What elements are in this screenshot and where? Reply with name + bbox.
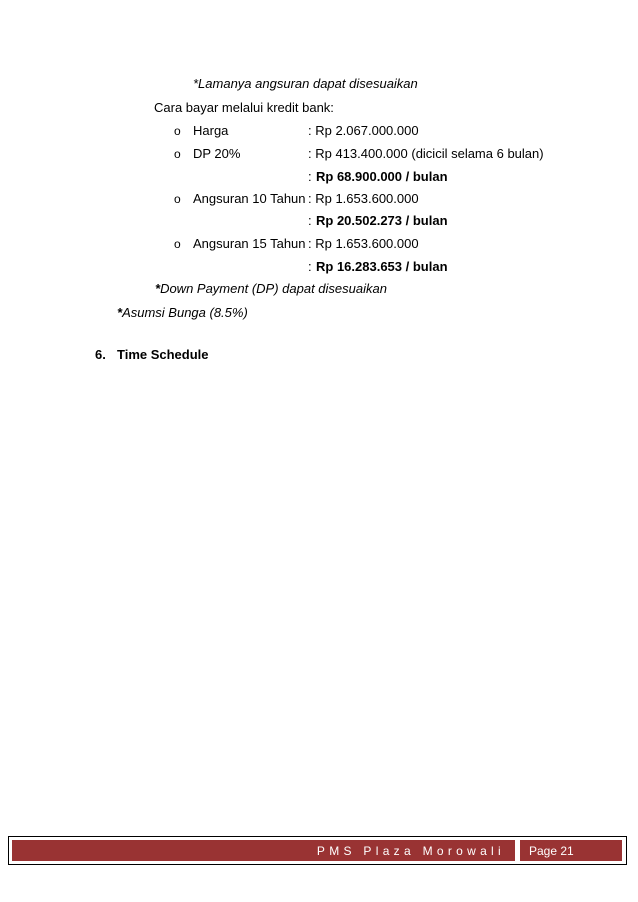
row-value-harga: : Rp 2.067.000.000 xyxy=(308,123,419,138)
dp-adjustable-text: Down Payment (DP) dapat disesuaikan xyxy=(160,281,387,296)
bullet-icon: o xyxy=(174,147,181,161)
section-title: Time Schedule xyxy=(117,347,209,362)
footer-page-number: Page 21 xyxy=(529,844,574,858)
kpr-heading: Cara bayar melalui kredit bank: xyxy=(154,100,334,115)
row-value-angsuran-10-monthly: Rp 20.502.273 / bulan xyxy=(316,213,448,228)
bullet-icon: o xyxy=(174,237,181,251)
row-label-harga: Harga xyxy=(193,123,229,138)
row-label-dp: DP 20% xyxy=(193,146,241,161)
dp-adjustable-note xyxy=(155,281,387,297)
footer-page-band xyxy=(520,840,622,861)
footer-brand: PMS Plaza Morowali xyxy=(316,844,505,858)
asterisk: * xyxy=(155,281,161,296)
row-colon: : xyxy=(308,213,312,228)
row-value-angsuran-10: : Rp 1.653.600.000 xyxy=(308,191,419,206)
row-colon: : xyxy=(308,169,312,184)
row-label-angsuran-15: Angsuran 15 Tahun xyxy=(193,236,306,251)
bullet-icon: o xyxy=(174,192,181,206)
row-value-dp-monthly: Rp 68.900.000 / bulan xyxy=(316,169,448,184)
page-footer xyxy=(8,836,627,865)
row-value-angsuran-15: : Rp 1.653.600.000 xyxy=(308,236,419,251)
tenor-adjustable-note: *Lamanya angsuran dapat disesuaikan xyxy=(193,76,418,91)
row-label-angsuran-10: Angsuran 10 Tahun xyxy=(193,191,306,206)
bullet-icon: o xyxy=(174,124,181,138)
asterisk: * xyxy=(117,305,123,320)
interest-assumption-note xyxy=(117,305,248,321)
section-number: 6. xyxy=(95,347,106,362)
row-value-angsuran-15-monthly: Rp 16.283.653 / bulan xyxy=(316,259,448,274)
row-colon: : xyxy=(308,259,312,274)
interest-assumption-text: Asumsi Bunga (8.5%) xyxy=(122,305,248,320)
footer-brand-band xyxy=(12,840,515,861)
row-value-dp: : Rp 413.400.000 (dicicil selama 6 bulan) xyxy=(308,146,544,161)
